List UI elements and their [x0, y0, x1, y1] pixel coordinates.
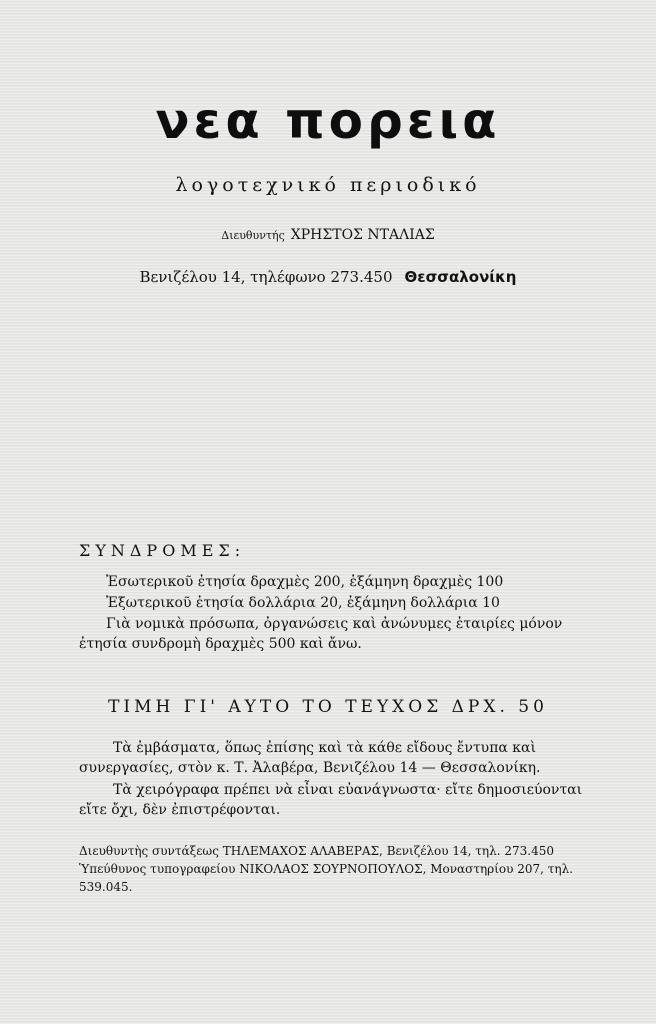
payments-note: Τὰ ἐμβάσματα, ὅπως ἐπίσης καὶ τὰ κάθε εἴδους ἔντυπα καὶ συνεργασίες, στὸν κ. Τ. Ἀλαβέρα, Βενιζέλου 14 — Θεσσαλονίκη.: [79, 740, 541, 776]
domestic-rate: Ἐσωτερικοῦ ἐτησία δραχμὲς 200, ἑξάμηνη δραχμὲς 100: [106, 574, 504, 590]
manuscripts-note: Τὰ χειρόγραφα πρέπει νὰ εἶναι εὐανάγνωστα· εἴτε δημοσιεύονται εἴτε ὄχι, δὲν ἐπιστρέφονται.: [79, 782, 583, 818]
credits-section: [79, 842, 601, 896]
director-line: [0, 227, 656, 243]
address-text: Βενιζέλου 14, τηλέφωνο 273.450: [139, 268, 393, 286]
subscriptions-rates: [106, 572, 606, 614]
address-line: [0, 268, 656, 286]
journal-subtitle: λογοτεχνικό περιοδικό: [175, 174, 481, 196]
address-city: Θεσσαλονίκη: [404, 268, 517, 286]
legal-entities-rate: Γιὰ νομικὰ πρόσωπα, ὀργανώσεις καὶ ἀνώνυμες ἑταιρίες μόνον ἐτησία συνδρομὴ δραχμὲς 500 καὶ ἄνω.: [79, 616, 563, 652]
journal-title: νεα πορεια: [155, 92, 501, 150]
foreign-rate: Ἐξωτερικοῦ ἐτησία δολλάρια 20, ἑξάμηνη δολλάρια 10: [106, 595, 500, 611]
subscriptions-heading: ΣΥΝΔΡΟΜΕΣ:: [79, 541, 246, 560]
printer-credit: Ὑπεύθυνος τυπογραφείου ΝΙΚΟΛΑΟΣ ΣΟΥΡΝΟΠΟΥΛΟΣ, Μοναστηρίου 207, τηλ. 539.045.: [79, 862, 574, 894]
director-label: Διευθυντής: [221, 229, 285, 242]
director-name: ΧΡΗΣΤΟΣ ΝΤΑΛΙΑΣ: [290, 227, 435, 243]
editor-credit: Διευθυντὴς συντάξεως ΤΗΛΕΜΑΧΟΣ ΑΛΑΒΕΡΑΣ, Βενιζέλου 14, τηλ. 273.450: [79, 844, 554, 858]
notes-section: [79, 738, 601, 822]
issue-price: ΤΙΜΗ ΓΙ' ΑΥΤΟ ΤΟ ΤΕΥΧΟΣ ΔΡΧ. 50: [108, 697, 548, 717]
